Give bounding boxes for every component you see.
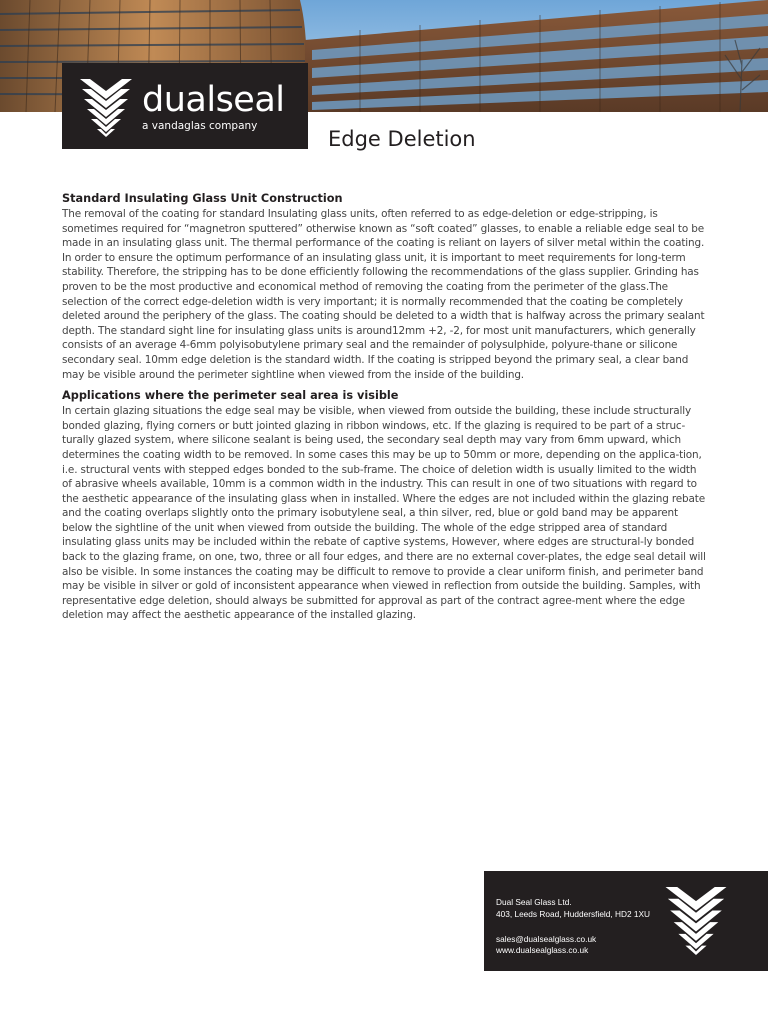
section-body: In certain glazing situations the edge seal may be visible, when viewed from outside the building, these include structurally bonded glazing, flying corners or butt jointed glazing in ribbon windows, etc. If the glazing is required to be part of a struc-turally glazed system, where silicone sealant is being used, the secondary seal depth may vary from 6mm upward, which determines the coating width to be removed. In some cases this may be up to 50mm or more, depending on the applica-tion, i.e. structural vents with stepped edges bonded to the sub-frame. The choice of deletion width is usually limited to the width of abrasive wheels available, 10mm is a common width in the industry. This can result in one of two situations with regard to the aesthetic appearance of the insulating glass when in installed. Where the edges are not included within the glazing rebate and the coating overlaps slightly onto the primary isobutylene seal, a thin silver, red, blue or gold band may be apparent below the sightline of the unit when viewed from outside the building. The whole of the edge stripped area of standard insulating glass units may be included within the rebate of captive systems, However, where edges are structural-ly bonded back to the glazing frame, on one, two, three or all four edges, and there are no external cover-plates, the edge seal detail will also be visible. In some instances the coating may be difficult to remove to provide a clear uniform finish, and perimeter band may be visible in silver or gold of inconsistent appearance when viewed in reflection from outside the building. Samples, with representative edge deletion, should always be submitted for approval as part of the contract agree-ment where the edge deletion may affect the aesthetic appearance of the installed glazing. bbox=[62, 405, 706, 622]
brand-tagline: a vandaglas company bbox=[142, 120, 258, 132]
section-heading: Standard Insulating Glass Unit Construction bbox=[62, 192, 343, 205]
footer-address: 403, Leeds Road, Huddersfield, HD2 1XU bbox=[496, 909, 651, 919]
footer-company: Dual Seal Glass Ltd. bbox=[496, 897, 572, 907]
section-body: The removal of the coating for standard Insulating glass units, often referred to as edge-deletion or edge-stripping, is sometimes required for “magnetron sputtered” otherwise known as “soft coated” glasses, to enable a reliable edge seal to be made in an insulating glass unit. The thermal performance of the coating is reliant on layers of silver metal within the coating. In order to ensure the optimum performance of an insulating glass unit, it is important to meet requirements for long-term stability. Therefore, the stripping has to be done efficiently following the recommendations of the glass supplier. Grinding has proven to be the most productive and economical method of removing the coating from the perimeter of the glass.The selection of the correct edge-deletion width is very important; it is normally recommended that the coating be completely deleted around the periphery of the glass. The coating should be deleted to a width that is halfway across the primary sealant depth. The standard sight line for insulating glass units is around12mm +2, -2, for most unit manufacturers, which generally consists of an average 4-6mm polyisobutylene primary seal and the remainder of polysulphide, polyure-thane or silicone secondary seal. 10mm edge deletion is the standard width. If the coating is stripped beyond the primary seal, a clear band may be visible around the perimeter sightline when viewed from the inside of the building. bbox=[62, 208, 705, 381]
section-visible-perimeter bbox=[62, 388, 708, 623]
brand-name: dualseal bbox=[142, 80, 285, 120]
dualseal-chevron-v-icon bbox=[80, 79, 132, 137]
brand-logo-block bbox=[62, 63, 308, 149]
document-content bbox=[62, 191, 708, 623]
dualseal-chevron-v-icon bbox=[665, 887, 727, 955]
section-heading: Applications where the perimeter seal area is visible bbox=[62, 389, 399, 403]
footer-contact-block bbox=[484, 871, 768, 971]
page-title: Edge Deletion bbox=[328, 127, 476, 151]
footer-website-link[interactable]: www.dualsealglass.co.uk bbox=[496, 945, 589, 955]
footer-email-link[interactable]: sales@dualsealglass.co.uk bbox=[496, 934, 597, 944]
section-standard-igu bbox=[62, 191, 708, 382]
